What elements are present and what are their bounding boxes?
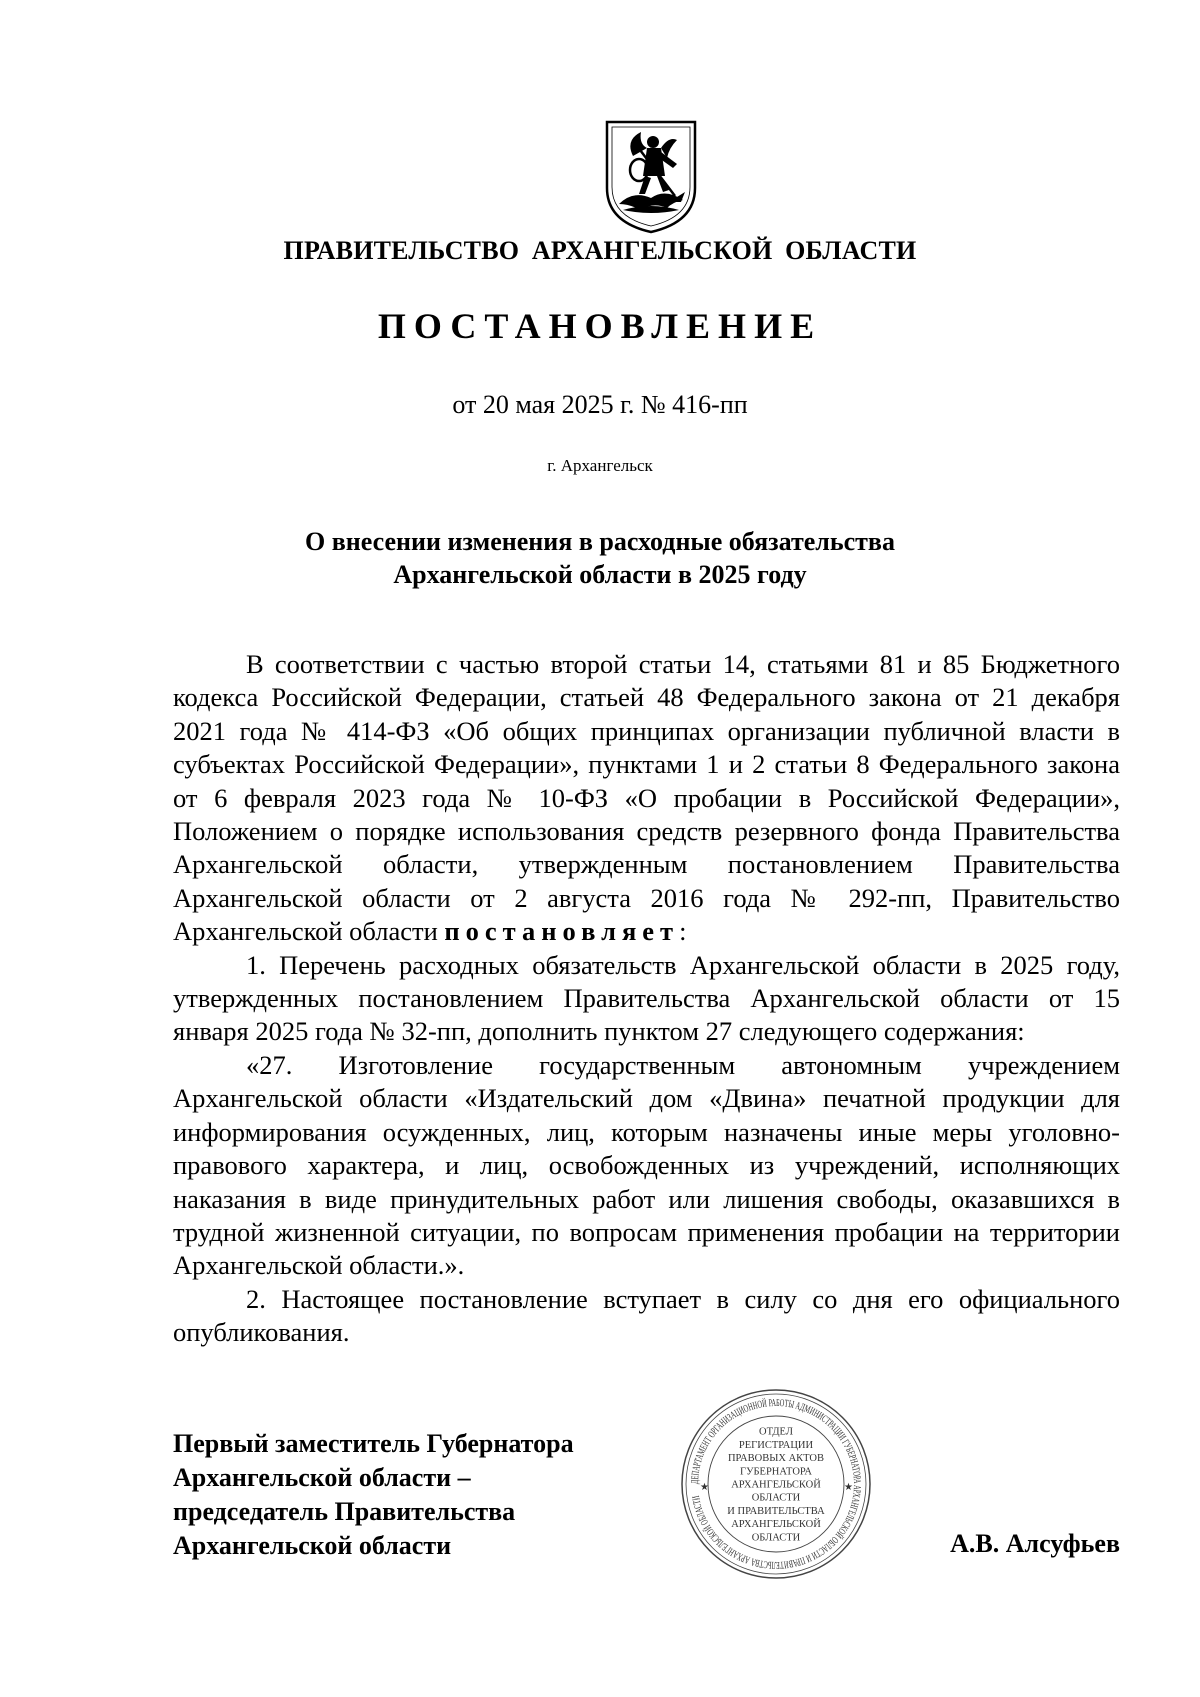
document-date-number: от 20 мая 2025 г. № 416-пп bbox=[452, 390, 748, 419]
preamble-colon: : bbox=[679, 916, 687, 947]
signatory-title bbox=[173, 1427, 633, 1563]
document-subject bbox=[0, 525, 1200, 591]
preamble-text: В соответствии с частью второй статьи 14, статьями 81 и 85 Бюджетного кодекса Российской Федерации, статьей 48 Федерального закона от 21 декабря 2021 года № 414-ФЗ «Об общих принципах организации публичной власти в субъектах Российской Федерации», пунктами 1 и 2 статьи 8 Федерального закона от 6 февраля 2023 года № 10-ФЗ «О пробации в Российской Федерации», Положением о порядке использования средств резервного фонда Правительства Архангельской области, утвержденным постановлением Правительства Архангельской области от 2 августа 2016 года № 292-пп, Правительство Архангельской области bbox=[173, 649, 1120, 947]
stamp-center-line: АРХАНГЕЛЬСКОЙ bbox=[731, 1519, 821, 1531]
signatory-title-line: Первый заместитель Губернатора bbox=[173, 1429, 574, 1458]
signatory-title-line: председатель Правительства bbox=[173, 1497, 516, 1526]
stamp-center-line: РЕГИСТРАЦИИ bbox=[738, 1439, 814, 1451]
decree-word: постановляет bbox=[444, 916, 680, 947]
signatory-title-line: Архангельской области – bbox=[173, 1463, 471, 1492]
coat-of-arms-icon bbox=[603, 118, 699, 236]
subject-line: Архангельской области в 2025 году bbox=[393, 560, 807, 589]
stamp-center-line: АРХАНГЕЛЬСКОЙ bbox=[731, 1479, 821, 1491]
stamp-center-line: ГУБЕРНАТОРА bbox=[740, 1466, 812, 1478]
signatory-name: А.В. Алсуфьев bbox=[950, 1529, 1120, 1558]
stamp-center-line: ОБЛАСТИ bbox=[751, 1532, 801, 1544]
stamp-ring-text: ДЕПАРТАМЕНТ ОРГАНИЗАЦИОННОЙ РАБОТЫ АДМИНИСТРАЦИИ ГУБЕРНАТОРА АРХАНГЕЛЬСКОЙ ОБЛАСТИ И ПРАВИТЕЛЬСТВА АРХАНГЕЛЬСКОЙ ОБЛАСТИ bbox=[689, 1397, 863, 1571]
subject-line: О внесении изменения в расходные обязательства bbox=[305, 527, 895, 556]
stamp-center-line: ОТДЕЛ bbox=[759, 1426, 793, 1438]
stamp-center-text bbox=[727, 1427, 825, 1544]
preamble-paragraph bbox=[173, 648, 1120, 949]
item-27-paragraph: «27. Изготовление государственным автономным учреждением Архангельской области «Издательский дом «Двина» печатной продукции для информирования осужденных, лиц, которым назначены иные меры уголовно-правового характера, и лиц, освобожденных из учреждений, исполняющих наказания в виде принудительных работ или лишения свободы, оказавшихся в трудной жизненной ситуации, по вопросам применения пробации на территории Архангельской области.». bbox=[173, 1049, 1120, 1281]
stamp-center-line: ПРАВОВЫХ АКТОВ bbox=[727, 1453, 825, 1465]
stamp-star-icon: ★ bbox=[844, 1482, 853, 1493]
stamp-center-line: И ПРАВИТЕЛЬСТВА bbox=[727, 1505, 825, 1517]
item-1-paragraph: 1. Перечень расходных обязательств Архангельской области в 2025 году, утвержденных постановлением Правительства Архангельской области от 15 января 2025 года № 32-пп, дополнить пунктом 27 следующего содержания: bbox=[173, 949, 1120, 1047]
stamp-star-icon: ★ bbox=[700, 1482, 709, 1493]
item-2-paragraph: 2. Настоящее постановление вступает в силу со дня его официального опубликования. bbox=[173, 1283, 1120, 1348]
signatory-title-line: Архангельской области bbox=[173, 1531, 452, 1560]
stamp-center-line: ОБЛАСТИ bbox=[751, 1492, 801, 1504]
document-type: ПОСТАНОВЛЕНИЕ bbox=[377, 306, 823, 346]
document-city: г. Архангельск bbox=[547, 456, 653, 475]
government-title: ПРАВИТЕЛЬСТВО АРХАНГЕЛЬСКОЙ ОБЛАСТИ bbox=[283, 236, 917, 265]
registration-stamp bbox=[678, 1386, 874, 1582]
document-body bbox=[173, 648, 1120, 1350]
